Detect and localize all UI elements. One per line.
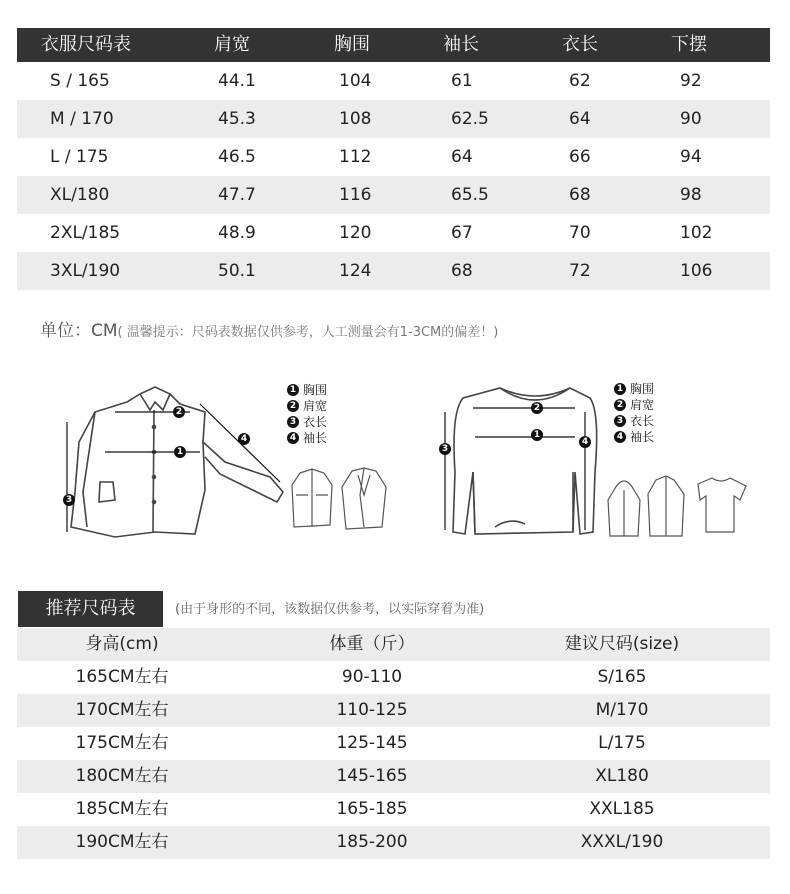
legend-number: 2 (614, 399, 626, 411)
header-cell: 肩宽 (214, 34, 250, 55)
table-cell: 98 (680, 185, 702, 205)
table-row (17, 694, 770, 727)
table-cell: 185-200 (336, 832, 408, 852)
marker-3: 3 (439, 443, 451, 455)
table-cell: 66 (569, 147, 591, 167)
table-cell: XXL185 (589, 799, 655, 819)
table-cell: 190CM左右 (75, 832, 169, 852)
legend-number: 4 (287, 432, 299, 444)
legend-label: 胸围 (303, 383, 328, 397)
table-row (17, 214, 770, 252)
table-cell: M/170 (595, 700, 649, 720)
table-cell: 106 (680, 261, 713, 281)
recommend-title: 推荐尺码表 (18, 591, 163, 627)
table-cell: 175CM左右 (75, 733, 169, 753)
table-cell: 102 (680, 223, 713, 243)
legend-label: 衣长 (303, 415, 328, 429)
table-cell: 72 (569, 261, 591, 281)
table-cell: 2XL/185 (50, 223, 121, 243)
table-cell: 65.5 (451, 185, 489, 205)
table-cell: XXXL/190 (580, 832, 664, 852)
table-cell: 165-185 (336, 799, 408, 819)
table-cell: 90 (680, 109, 702, 129)
table-cell: 185CM左右 (75, 799, 169, 819)
table-cell: 3XL/190 (50, 261, 121, 281)
legend-number: 4 (614, 431, 626, 443)
table-cell: 46.5 (218, 147, 256, 167)
table-cell: 64 (569, 109, 591, 129)
recommend-table (17, 628, 770, 859)
header-cell: 下摆 (671, 34, 707, 55)
table-cell: 92 (680, 71, 702, 91)
header-cell: 身高(cm) (85, 634, 159, 654)
table-cell: 62 (569, 71, 591, 91)
table-cell: 47.7 (218, 185, 256, 205)
table-cell: 94 (680, 147, 702, 167)
table-cell: 67 (451, 223, 473, 243)
table-cell: 108 (339, 109, 372, 129)
table-cell: 180CM左右 (75, 766, 169, 786)
legend-number: 3 (287, 416, 299, 428)
size-table (17, 28, 770, 290)
table-cell: 44.1 (218, 71, 256, 91)
legend-label: 胸围 (630, 382, 655, 396)
table-cell: 104 (339, 71, 372, 91)
table-cell: 165CM左右 (75, 667, 169, 687)
table-cell: L/175 (598, 733, 646, 753)
legend-number: 1 (614, 383, 626, 395)
table-row (17, 252, 770, 290)
measurement-tip: ( 温馨提示：尺码表数据仅供参考，人工测量会有1-3CM的偏差！) (117, 325, 499, 340)
table-cell: 45.3 (218, 109, 256, 129)
header-cell: 胸围 (334, 34, 370, 55)
shirt-legend (287, 382, 327, 446)
table-cell: L / 175 (50, 147, 109, 167)
table-row (17, 826, 770, 859)
table-cell: 68 (569, 185, 591, 205)
table-row (17, 100, 770, 138)
table-row (17, 793, 770, 826)
header-cell: 衣服尺码表 (41, 34, 131, 55)
table-cell: 70 (569, 223, 591, 243)
unit-label: 单位：CM (40, 321, 118, 341)
table-cell: S / 165 (50, 71, 110, 91)
marker-2: 2 (173, 406, 185, 418)
table-cell: 64 (451, 147, 473, 167)
table-row (17, 176, 770, 214)
legend-label: 肩宽 (303, 399, 328, 413)
table-cell: 124 (339, 261, 372, 281)
sweater-legend (614, 381, 654, 445)
table-row (17, 760, 770, 793)
legend-label: 肩宽 (630, 398, 655, 412)
table-row (17, 138, 770, 176)
table-cell: XL180 (595, 766, 649, 786)
table-cell: S/165 (597, 667, 647, 687)
unit-note (40, 316, 498, 341)
marker-1: 1 (174, 446, 186, 458)
header-cell: 建议尺码(size) (564, 634, 680, 654)
legend-label: 衣长 (630, 414, 655, 428)
header-cell: 体重（斤） (329, 634, 415, 654)
legend-number: 1 (287, 384, 299, 396)
table-cell: 110-125 (336, 700, 408, 720)
table-row (17, 62, 770, 100)
table-cell: M / 170 (50, 109, 114, 129)
header-cell: 袖长 (443, 34, 479, 55)
recommend-note: (由于身形的不同，该数据仅供参考，以实际穿着为准) (175, 602, 485, 617)
table-cell: 112 (339, 147, 372, 167)
legend-label: 袖长 (630, 430, 655, 444)
table-cell: 50.1 (218, 261, 256, 281)
garment-thumbnails (606, 470, 756, 545)
table-cell: 120 (339, 223, 372, 243)
legend-number: 2 (287, 400, 299, 412)
table-cell: 61 (451, 71, 473, 91)
table-cell: 170CM左右 (75, 700, 169, 720)
table-cell: 125-145 (336, 733, 408, 753)
table-cell: 116 (339, 185, 372, 205)
marker-2: 2 (531, 402, 543, 414)
table-cell: 145-165 (336, 766, 408, 786)
table-cell: XL/180 (50, 185, 110, 205)
size-table-header (17, 28, 770, 62)
marker-4: 4 (579, 436, 591, 448)
table-cell: 48.9 (218, 223, 256, 243)
marker-4: 4 (238, 433, 250, 445)
table-row (17, 661, 770, 694)
table-cell: 68 (451, 261, 473, 281)
table-cell: 62.5 (451, 109, 489, 129)
header-cell: 衣长 (562, 34, 598, 55)
marker-1: 1 (531, 429, 543, 441)
recommend-header (17, 628, 770, 661)
sweater-measure-illustration (435, 382, 605, 542)
jacket-thumbnails (282, 465, 392, 540)
marker-3: 3 (63, 494, 75, 506)
table-row (17, 727, 770, 760)
legend-label: 袖长 (303, 431, 328, 445)
table-cell: 90-110 (341, 667, 403, 687)
legend-number: 3 (614, 415, 626, 427)
